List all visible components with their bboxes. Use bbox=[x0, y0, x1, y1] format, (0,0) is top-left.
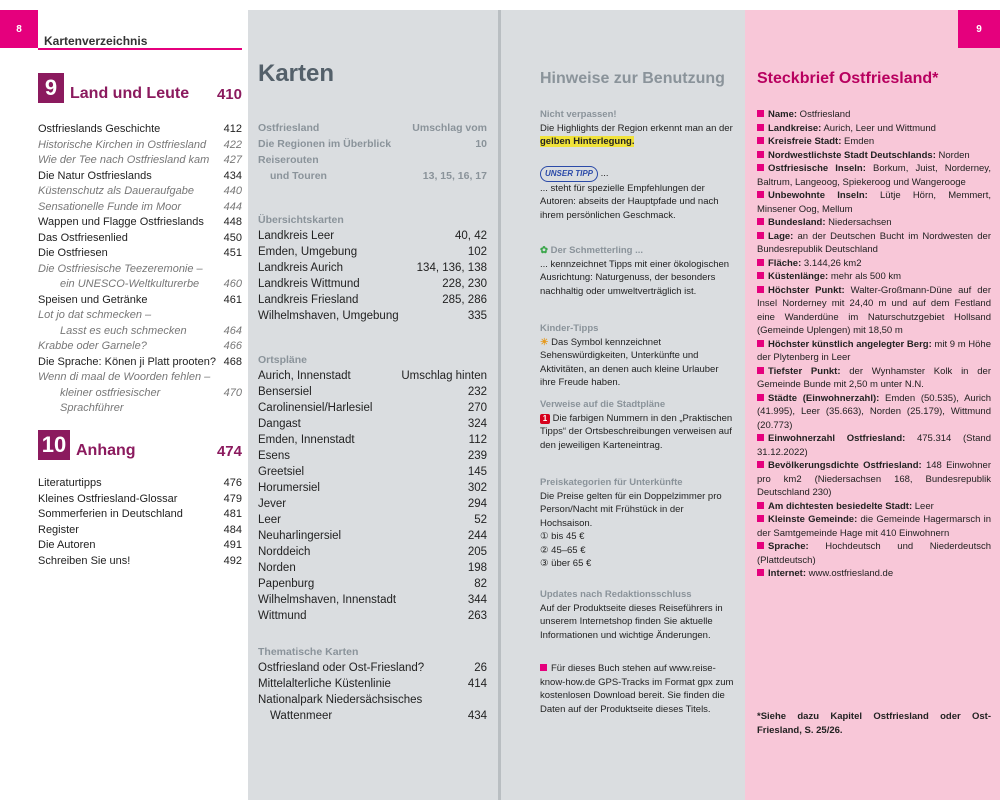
entry-title: Nationalpark Niedersächsisches bbox=[258, 694, 423, 706]
entry-page: 102 bbox=[467, 246, 487, 258]
map-row[interactable] bbox=[258, 660, 487, 676]
highlight-marker: gelben Hinterlegung. bbox=[540, 136, 635, 147]
entry-page: 448 bbox=[223, 216, 242, 228]
entry-page: 466 bbox=[223, 340, 242, 352]
page-gutter bbox=[498, 10, 501, 800]
entry-page: 464 bbox=[223, 324, 242, 337]
bullet-icon bbox=[757, 164, 764, 171]
entry-title: Die Regionen im Überblick bbox=[258, 138, 392, 150]
section-heading: Übersichtskarten bbox=[258, 214, 344, 226]
map-row[interactable] bbox=[258, 592, 487, 608]
toc-row[interactable] bbox=[38, 507, 242, 523]
entry-title: Neuharlingersiel bbox=[258, 530, 342, 542]
entry-title: Register bbox=[38, 523, 79, 536]
bullet-icon bbox=[540, 664, 547, 671]
fact-item bbox=[757, 365, 991, 392]
fact-item bbox=[757, 162, 991, 189]
hint-preise bbox=[540, 476, 735, 571]
entry-title: Literaturtipps bbox=[38, 477, 102, 489]
fact-item bbox=[757, 149, 991, 163]
fact-label: Küstenlänge: bbox=[768, 271, 829, 282]
entry-title: kleiner ostfriesischer Sprachführer bbox=[60, 386, 161, 414]
entry-title: Wie der Tee nach Ostfriesland kam bbox=[38, 154, 210, 166]
entry-page: 450 bbox=[223, 231, 242, 244]
entry-title: Landkreis Leer bbox=[258, 230, 335, 242]
map-row[interactable] bbox=[258, 368, 487, 384]
fact-value: Borkum, Juist, Norderney, Baltrum, Langeoog, Spiekeroog und Wangerooge bbox=[757, 163, 991, 188]
entry-title: Lasst es euch schmecken bbox=[60, 324, 187, 337]
entry-title: Greetsiel bbox=[258, 466, 305, 478]
bullet-icon bbox=[757, 542, 764, 549]
fact-item bbox=[757, 284, 991, 338]
map-row[interactable] bbox=[258, 448, 487, 464]
fact-value: Walter-Großmann-Düne auf der Insel Norderney mit 24,40 m und auf dem Festland eine Wanderdüne im Naturschutzgebiet Hollsand (Gemeinde Uplengen) mit 18,50 m bbox=[757, 284, 991, 336]
entry-title: Esens bbox=[258, 450, 290, 462]
fact-item bbox=[757, 392, 991, 433]
fact-item bbox=[757, 189, 991, 216]
fact-value: 148 Einwohner pro km2 (Niedersachsen 168, Bundesrepublik Deutschland 230) bbox=[757, 460, 991, 498]
entry-title: Wappen und Flagge Ostfrieslands bbox=[38, 216, 204, 228]
fact-item bbox=[757, 540, 991, 567]
map-row[interactable] bbox=[258, 432, 487, 448]
hint-heading: Updates nach Redaktionsschluss bbox=[540, 589, 692, 600]
fact-value: 3.144,26 km2 bbox=[801, 257, 862, 269]
fact-item bbox=[757, 230, 991, 257]
fact-label: Internet: bbox=[768, 568, 806, 579]
fact-label: Nordwestlichste Stadt Deutschlands: bbox=[768, 149, 936, 161]
entry-page: 344 bbox=[467, 594, 487, 606]
toc-row[interactable] bbox=[38, 492, 242, 508]
entry-title: Krabbe oder Garnele? bbox=[38, 340, 147, 352]
entry-page: 492 bbox=[223, 554, 242, 567]
unser-tipp-icon: UNSER TIPP bbox=[540, 166, 598, 182]
map-row[interactable] bbox=[258, 496, 487, 512]
entry-page: 427 bbox=[223, 154, 242, 166]
hint-heading: Verweise auf die Stadtpläne bbox=[540, 399, 666, 410]
fact-item bbox=[757, 135, 991, 149]
entry-title: Ostfrieslands Geschichte bbox=[38, 123, 161, 135]
hint-text: Für dieses Buch stehen auf www.reise-know-how.de GPS-Tracks im Format gpx zum kostenlosen Download bereit. Sie finden die Daten auf der Produktseite dieses Titels. bbox=[540, 663, 734, 715]
map-row[interactable] bbox=[258, 152, 487, 168]
map-row[interactable] bbox=[258, 308, 487, 324]
chapter-title: Land und Leute bbox=[70, 85, 190, 102]
uebersicht-list bbox=[258, 228, 487, 324]
toc-row[interactable] bbox=[38, 386, 242, 417]
entry-title: Sensationelle Funde im Moor bbox=[38, 200, 182, 213]
entry-page: 491 bbox=[223, 539, 242, 551]
ortsplaene-list bbox=[258, 368, 487, 624]
bullet-icon bbox=[757, 137, 764, 144]
entry-title: Bensersiel bbox=[258, 386, 312, 398]
hint-heading: Kinder-Tipps bbox=[540, 323, 599, 334]
map-row[interactable] bbox=[258, 608, 487, 624]
fact-value: die Gemeinde Hagermarsch in der Samtgemeinde Hage mit 410 Einwohnern bbox=[757, 514, 991, 539]
toc-row[interactable] bbox=[38, 169, 242, 185]
entry-page: 324 bbox=[467, 418, 487, 430]
fact-value: Leer bbox=[912, 500, 934, 512]
bullet-icon bbox=[757, 151, 764, 158]
entry-title: Die Natur Ostfrieslands bbox=[38, 169, 152, 182]
section-heading: Ortspläne bbox=[258, 354, 308, 366]
toc-row[interactable] bbox=[38, 122, 242, 138]
entry-title: Küstenschutz als Daueraufgabe bbox=[38, 185, 194, 197]
entry-title: Die Autoren bbox=[38, 539, 96, 551]
fact-item bbox=[757, 270, 991, 284]
fact-label: Name: bbox=[768, 109, 798, 120]
entry-title: Papenburg bbox=[258, 578, 315, 590]
fact-label: Unbewohnte Inseln: bbox=[768, 190, 868, 201]
karten-top-list bbox=[258, 120, 487, 184]
bullet-icon bbox=[757, 515, 764, 522]
bullet-icon bbox=[757, 434, 764, 441]
fact-item bbox=[757, 500, 991, 514]
map-row[interactable] bbox=[258, 168, 487, 184]
entry-page: 145 bbox=[467, 466, 487, 478]
section-heading: Thematische Karten bbox=[258, 646, 359, 658]
toc-row[interactable] bbox=[38, 538, 242, 554]
bullet-icon bbox=[757, 232, 764, 239]
fact-label: Höchster künstlich angelegter Berg: bbox=[768, 338, 932, 350]
entry-page: 460 bbox=[223, 278, 242, 290]
entry-page: 484 bbox=[223, 523, 242, 536]
hint-text: Auf der Produktseite dieses Reiseführers in unserem Internetshop finden Sie aktuelle Informationen und wichtige Änderungen. bbox=[540, 602, 723, 641]
entry-title: Das Ostfriesenlied bbox=[38, 231, 128, 244]
map-row[interactable] bbox=[258, 464, 487, 480]
entry-page: 244 bbox=[467, 530, 487, 542]
fact-value: Lütje Hörn, Memmert, Minsener Oog, Mellum bbox=[757, 190, 991, 215]
hint-text: ... kennzeichnet Tipps mit einer ökologischen Ausrichtung: Naturgenuss, der besonders nachhaltig oder umweltverträglich ist. bbox=[540, 258, 730, 297]
entry-page: 232 bbox=[467, 386, 487, 398]
fact-value: der Wynhamster Kolk in der Gemeinde Bunde mit 2,50 m unter N.N. bbox=[757, 365, 991, 390]
bullet-icon bbox=[757, 286, 764, 293]
running-header: Kartenverzeichnis bbox=[44, 34, 148, 48]
toc-row[interactable] bbox=[38, 200, 242, 216]
bullet-icon bbox=[757, 191, 764, 198]
header-rule bbox=[38, 48, 242, 50]
map-row[interactable] bbox=[258, 276, 487, 292]
fact-label: Landkreise: bbox=[768, 122, 822, 134]
butterfly-icon: ✿ bbox=[540, 245, 548, 256]
map-row[interactable] bbox=[258, 544, 487, 560]
map-number-badge: 1 bbox=[540, 414, 550, 424]
entry-title: Mittelalterliche Küstenlinie bbox=[258, 678, 391, 690]
fact-label: Am dichtesten besiedelte Stadt: bbox=[768, 500, 913, 512]
toc-row[interactable] bbox=[38, 138, 242, 154]
toc-row[interactable] bbox=[38, 476, 242, 492]
fact-label: Bundesland: bbox=[768, 217, 826, 228]
bullet-icon bbox=[757, 502, 764, 509]
entry-page: 263 bbox=[467, 610, 487, 622]
fact-label: Kleinste Gemeinde: bbox=[768, 514, 858, 525]
fact-item bbox=[757, 432, 991, 459]
entry-title: Emden, Innenstadt bbox=[258, 434, 355, 446]
toc-row[interactable] bbox=[38, 523, 242, 539]
entry-page: 13, 15, 16, 17 bbox=[422, 170, 487, 182]
fact-value: Norden bbox=[935, 149, 970, 161]
chapter-page: 474 bbox=[216, 443, 242, 460]
fact-label: Bevölkerungsdichte Ostfriesland: bbox=[768, 460, 922, 471]
fact-value: mehr als 500 km bbox=[828, 271, 902, 282]
hint-schmetterling bbox=[540, 244, 735, 298]
bullet-icon bbox=[757, 218, 764, 225]
fact-item bbox=[757, 122, 991, 136]
steckbrief-footnote: *Siehe dazu Kapitel Ostfriesland oder Ost-Friesland, S. 25/26. bbox=[757, 711, 991, 736]
bullet-icon bbox=[757, 110, 764, 117]
chapter-9-heading[interactable] bbox=[38, 73, 242, 103]
map-row[interactable] bbox=[258, 676, 487, 692]
chapter-10-heading[interactable] bbox=[38, 430, 242, 460]
hint-text: Die Preise gelten für ein Doppelzimmer pro Person/Nacht mit Frühstück in der Hochsaison. bbox=[540, 490, 722, 529]
chapter-9-toc bbox=[38, 122, 242, 417]
hint-updates bbox=[540, 588, 735, 642]
map-row[interactable] bbox=[258, 708, 487, 724]
hint-heading: Der Schmetterling ... bbox=[550, 245, 643, 256]
fact-item bbox=[757, 459, 991, 500]
entry-page: 302 bbox=[467, 482, 487, 494]
bullet-icon bbox=[757, 259, 764, 266]
fact-item bbox=[757, 567, 991, 581]
chapter-title: Anhang bbox=[76, 442, 136, 459]
fact-label: Höchster Punkt: bbox=[768, 284, 845, 296]
entry-title: Dangast bbox=[258, 418, 301, 430]
entry-title: Wittmund bbox=[258, 610, 307, 622]
entry-page: 335 bbox=[467, 310, 487, 322]
steckbrief-title: Steckbrief Ostfriesland* bbox=[757, 70, 939, 87]
map-row[interactable] bbox=[258, 260, 487, 276]
map-row[interactable] bbox=[258, 512, 487, 528]
map-row[interactable] bbox=[258, 384, 487, 400]
entry-title: Speisen und Getränke bbox=[38, 293, 148, 306]
fact-value: Niedersachsen bbox=[825, 217, 892, 228]
entry-title: Die Sprache: Könen ji Platt prooten? bbox=[38, 355, 216, 368]
bullet-icon bbox=[757, 367, 764, 374]
toc-row[interactable] bbox=[38, 355, 242, 371]
map-row[interactable] bbox=[258, 292, 487, 308]
map-row[interactable] bbox=[258, 120, 487, 136]
entry-title: Wattenmeer bbox=[270, 710, 333, 722]
entry-page: 294 bbox=[467, 498, 487, 510]
fact-value: www.ostfriesland.de bbox=[806, 568, 894, 579]
toc-row[interactable] bbox=[38, 231, 242, 247]
hint-text: Die farbigen Nummern in den „Praktischen Tipps“ der Ortsbeschreibungen verweisen auf den jeweiligen Karteneintrag. bbox=[540, 412, 733, 451]
hint-heading: Preiskategorien für Unterkünfte bbox=[540, 477, 683, 488]
entry-title: Aurich, Innenstadt bbox=[258, 370, 351, 382]
kids-icon: ☀ bbox=[540, 336, 549, 348]
entry-title: Kleines Ostfriesland-Glossar bbox=[38, 492, 178, 505]
hint-highlights bbox=[540, 108, 735, 149]
toc-row[interactable] bbox=[38, 215, 242, 231]
entry-page: Umschlag vom bbox=[412, 122, 487, 134]
chapter-page: 410 bbox=[216, 86, 242, 103]
chapter-10-toc bbox=[38, 476, 242, 569]
fact-item bbox=[757, 338, 991, 365]
entry-title: Wilhelmshaven, Umgebung bbox=[258, 310, 399, 322]
map-row[interactable] bbox=[258, 244, 487, 260]
entry-page: 82 bbox=[474, 578, 487, 590]
entry-title: Ostfriesland bbox=[258, 122, 320, 134]
toc-row[interactable] bbox=[38, 184, 242, 200]
bullet-icon bbox=[757, 272, 764, 279]
fact-value: an der Deutschen Bucht im Nordwesten der Bundesrepublik Deutschland bbox=[757, 230, 991, 255]
entry-title: Sommerferien in Deutschland bbox=[38, 508, 183, 520]
karten-title: Karten bbox=[258, 60, 335, 87]
entry-page: 52 bbox=[474, 514, 487, 526]
toc-row[interactable] bbox=[38, 324, 242, 340]
hint-gps bbox=[540, 662, 735, 716]
entry-title: Reiserouten bbox=[258, 154, 319, 166]
entry-title: Norden bbox=[258, 562, 296, 574]
entry-title: Carolinensiel/Harlesiel bbox=[258, 402, 373, 414]
thematische-section bbox=[258, 644, 487, 724]
entry-title: Wilhelmshaven, Innenstadt bbox=[258, 594, 397, 606]
price-category: ② 45–65 € bbox=[540, 544, 586, 556]
hinweise-title: Hinweise zur Benutzung bbox=[540, 70, 725, 87]
entry-page: 112 bbox=[468, 434, 487, 446]
fact-label: Kreisfreie Stadt: bbox=[768, 136, 842, 147]
fact-value: Emden bbox=[841, 136, 875, 147]
entry-page: 285, 286 bbox=[442, 294, 487, 306]
hint-text: Das Symbol kennzeichnet Sehenswürdigkeiten, Unterkünfte und Aktivitäten, an denen auch kleine Urlauber ihre Freude haben. bbox=[540, 336, 719, 388]
entry-title: Historische Kirchen in Ostfriesland bbox=[38, 138, 207, 151]
toc-row[interactable] bbox=[38, 308, 242, 324]
steckbrief-list bbox=[757, 108, 991, 581]
hint-text: ... steht für spezielle Empfehlungen der Autoren: abseits der Hauptpfade und nach ihrem persönlichen Geschmack. bbox=[540, 182, 719, 221]
chapter-number: 9 bbox=[38, 73, 64, 103]
hint-heading: Nicht verpassen! bbox=[540, 109, 617, 120]
bullet-icon bbox=[757, 569, 764, 576]
fact-item bbox=[757, 513, 991, 540]
fact-label: Tiefster Punkt: bbox=[768, 365, 841, 377]
toc-row[interactable] bbox=[38, 246, 242, 262]
fact-label: Sprache: bbox=[768, 541, 809, 552]
uebersicht-section bbox=[258, 212, 487, 324]
chapter-number: 10 bbox=[38, 430, 70, 460]
fact-value: mit 9 m Höhe der Plytenberg in Leer bbox=[757, 338, 991, 363]
toc-row[interactable] bbox=[38, 293, 242, 309]
bullet-icon bbox=[757, 340, 764, 347]
entry-title: Landkreis Friesland bbox=[258, 294, 359, 306]
map-row[interactable] bbox=[258, 576, 487, 592]
entry-title: Schreiben Sie uns! bbox=[38, 554, 131, 567]
entry-title: Lot jo dat schmecken – bbox=[38, 309, 152, 321]
entry-page: 40, 42 bbox=[455, 230, 487, 242]
fact-item bbox=[757, 257, 991, 271]
map-row[interactable] bbox=[258, 692, 487, 708]
entry-title: Landkreis Wittmund bbox=[258, 278, 360, 290]
entry-title: Die Ostfriesen bbox=[38, 247, 108, 259]
page-number-right: 9 bbox=[958, 10, 1000, 48]
entry-title: Die Ostfriesische Teezeremonie – bbox=[38, 262, 203, 275]
entry-title: ein UNESCO-Weltkulturerbe bbox=[60, 278, 200, 290]
fact-value: Ostfriesland bbox=[797, 109, 851, 120]
entry-title: Norddeich bbox=[258, 546, 311, 558]
entry-title: Ostfriesland oder Ost-Friesland? bbox=[258, 662, 425, 674]
fact-value: 475.314 (Stand 31.12.2022) bbox=[757, 433, 991, 458]
entry-page: 239 bbox=[467, 450, 487, 462]
entry-page: 270 bbox=[467, 402, 487, 414]
toc-row[interactable] bbox=[38, 554, 242, 570]
toc-row[interactable] bbox=[38, 277, 242, 293]
entry-page: 414 bbox=[467, 678, 487, 690]
fact-value: Hochdeutsch und Niederdeutsch (Plattdeutsch) bbox=[757, 541, 991, 566]
toc-row[interactable] bbox=[38, 153, 242, 169]
entry-title: und Touren bbox=[270, 170, 327, 182]
map-row[interactable] bbox=[258, 400, 487, 416]
map-row[interactable] bbox=[258, 416, 487, 432]
toc-row[interactable] bbox=[38, 262, 242, 278]
price-category: ③ über 65 € bbox=[540, 558, 592, 569]
bullet-icon bbox=[757, 461, 764, 468]
entry-page: 134, 136, 138 bbox=[416, 262, 487, 274]
entry-page: 444 bbox=[223, 200, 242, 213]
hint-kinder bbox=[540, 322, 735, 390]
fact-label: Städte (Einwohnerzahl): bbox=[768, 392, 880, 404]
entry-page: 26 bbox=[474, 662, 487, 674]
entry-title: Emden, Umgebung bbox=[258, 246, 358, 258]
entry-page: 422 bbox=[223, 138, 242, 151]
entry-page: 434 bbox=[467, 710, 487, 722]
entry-page: 481 bbox=[223, 508, 242, 520]
fact-value: Emden (50.535), Aurich (41.995), Leer (35.663), Norden (25.179), Wittmund (20.773) bbox=[757, 392, 991, 431]
entry-page: 10 bbox=[475, 138, 487, 150]
entry-page: 228, 230 bbox=[442, 278, 487, 290]
entry-title: Jever bbox=[258, 498, 287, 510]
fact-item bbox=[757, 216, 991, 230]
entry-title: Wenn di maal de Woorden fehlen – bbox=[38, 371, 211, 383]
ortsplaene-section bbox=[258, 352, 487, 624]
entry-title: Landkreis Aurich bbox=[258, 262, 344, 274]
entry-page: 476 bbox=[223, 477, 242, 489]
fact-label: Lage: bbox=[768, 230, 794, 242]
entry-title: Leer bbox=[258, 514, 282, 526]
entry-page: 479 bbox=[223, 492, 242, 505]
map-row[interactable] bbox=[258, 528, 487, 544]
entry-page: 205 bbox=[467, 546, 487, 558]
bullet-icon bbox=[757, 394, 764, 401]
entry-page: 412 bbox=[223, 123, 242, 135]
fact-label: Fläche: bbox=[768, 257, 802, 269]
fact-label: Einwohnerzahl Ostfriesland: bbox=[768, 433, 906, 444]
hint-text: Die Highlights der Region erkennt man an der bbox=[540, 122, 733, 134]
entry-page: 440 bbox=[223, 185, 242, 197]
entry-page: 470 bbox=[223, 386, 242, 399]
price-category: ① bis 45 € bbox=[540, 531, 585, 542]
map-row[interactable] bbox=[258, 560, 487, 576]
hint-stadtplaene bbox=[540, 398, 735, 452]
toc-row[interactable] bbox=[38, 339, 242, 355]
entry-page: 468 bbox=[223, 355, 242, 368]
entry-title: Horumersiel bbox=[258, 482, 320, 494]
bullet-icon bbox=[757, 124, 764, 131]
fact-label: Ostfriesische Inseln: bbox=[768, 163, 866, 174]
thematische-list bbox=[258, 660, 487, 724]
toc-row[interactable] bbox=[38, 370, 242, 386]
hint-unser-tipp: UNSER TIPP ... ... steht für spezielle Empfehlungen der Autoren: abseits der Hauptpfade und nach ihrem persönlichen Geschmack. bbox=[540, 168, 719, 221]
entry-page: Umschlag hinten bbox=[401, 370, 487, 382]
entry-page: 434 bbox=[223, 169, 242, 182]
entry-page: 198 bbox=[467, 562, 487, 574]
entry-page: 451 bbox=[223, 247, 242, 259]
map-row[interactable] bbox=[258, 480, 487, 496]
page-number-left: 8 bbox=[0, 10, 38, 48]
map-row[interactable] bbox=[258, 228, 487, 244]
entry-page: 461 bbox=[223, 293, 242, 306]
fact-item bbox=[757, 108, 991, 122]
fact-value: Aurich, Leer und Wittmund bbox=[821, 122, 936, 134]
map-row[interactable] bbox=[258, 136, 487, 152]
